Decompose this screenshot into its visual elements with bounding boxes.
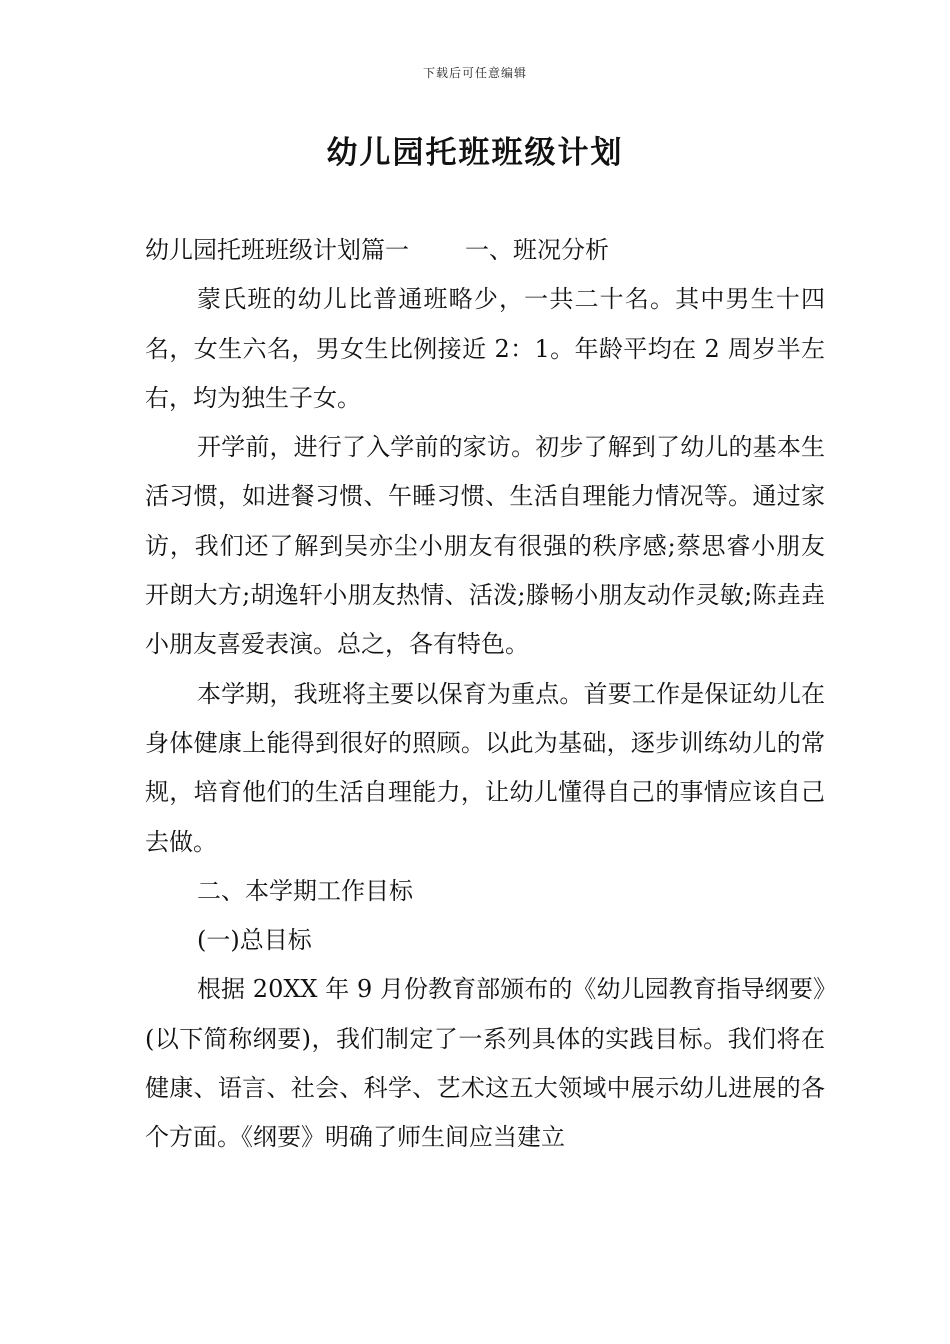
paragraph-overall-goal: 根据 20XX 年 9 月份教育部颁布的《幼儿园教育指导纲要》(以下简称纲要)，我们制定了一系列具体的实践目标。我们将在健康、语言、社会、科学、艺术这五大领域中展示幼儿进展的各个方面。《纲要》明确了师生间应当建立 (145, 975, 825, 1152)
paragraph-class-overview: 蒙氏班的幼儿比普通班略少，一共二十名。其中男生十四名，女生六名，男女生比例接近 2：1。年龄平均在 2 周岁半左右，均为独生子女。 (145, 285, 825, 412)
paragraph-semester-focus: 本学期，我班将主要以保育为重点。首要工作是保证幼儿在身体健康上能得到很好的照顾。以此为基础，逐步训练幼儿的常规，培育他们的生活自理能力，让幼儿懂得自己的事情应该自己去做。 (145, 679, 825, 856)
intro-title: 幼儿园托班班级计划篇一 (145, 236, 409, 264)
paragraph-home-visit: 开学前，进行了入学前的家访。初步了解到了幼儿的基本生活习惯，如进餐习惯、午睡习惯、生活自理能力情况等。通过家访，我们还了解到吴亦尘小朋友有很强的秩序感;蔡思睿小朋友开朗大方;胡逸轩小朋友热情、活泼;滕畅小朋友动作灵敏;陈垚垚小朋友喜爱表演。总之，各有特色。 (145, 433, 825, 659)
document-body (145, 226, 825, 1163)
subsection-heading-1: (一)总目标 (197, 926, 312, 955)
header-note: 下载后可任意编辑 (422, 66, 527, 80)
intro-line (145, 226, 825, 275)
document-title: 幼儿园托班班级计划 (326, 135, 624, 171)
section-heading-1: 一、班况分析 (465, 236, 609, 264)
section-heading-2: 二、本学期工作目标 (197, 876, 413, 905)
